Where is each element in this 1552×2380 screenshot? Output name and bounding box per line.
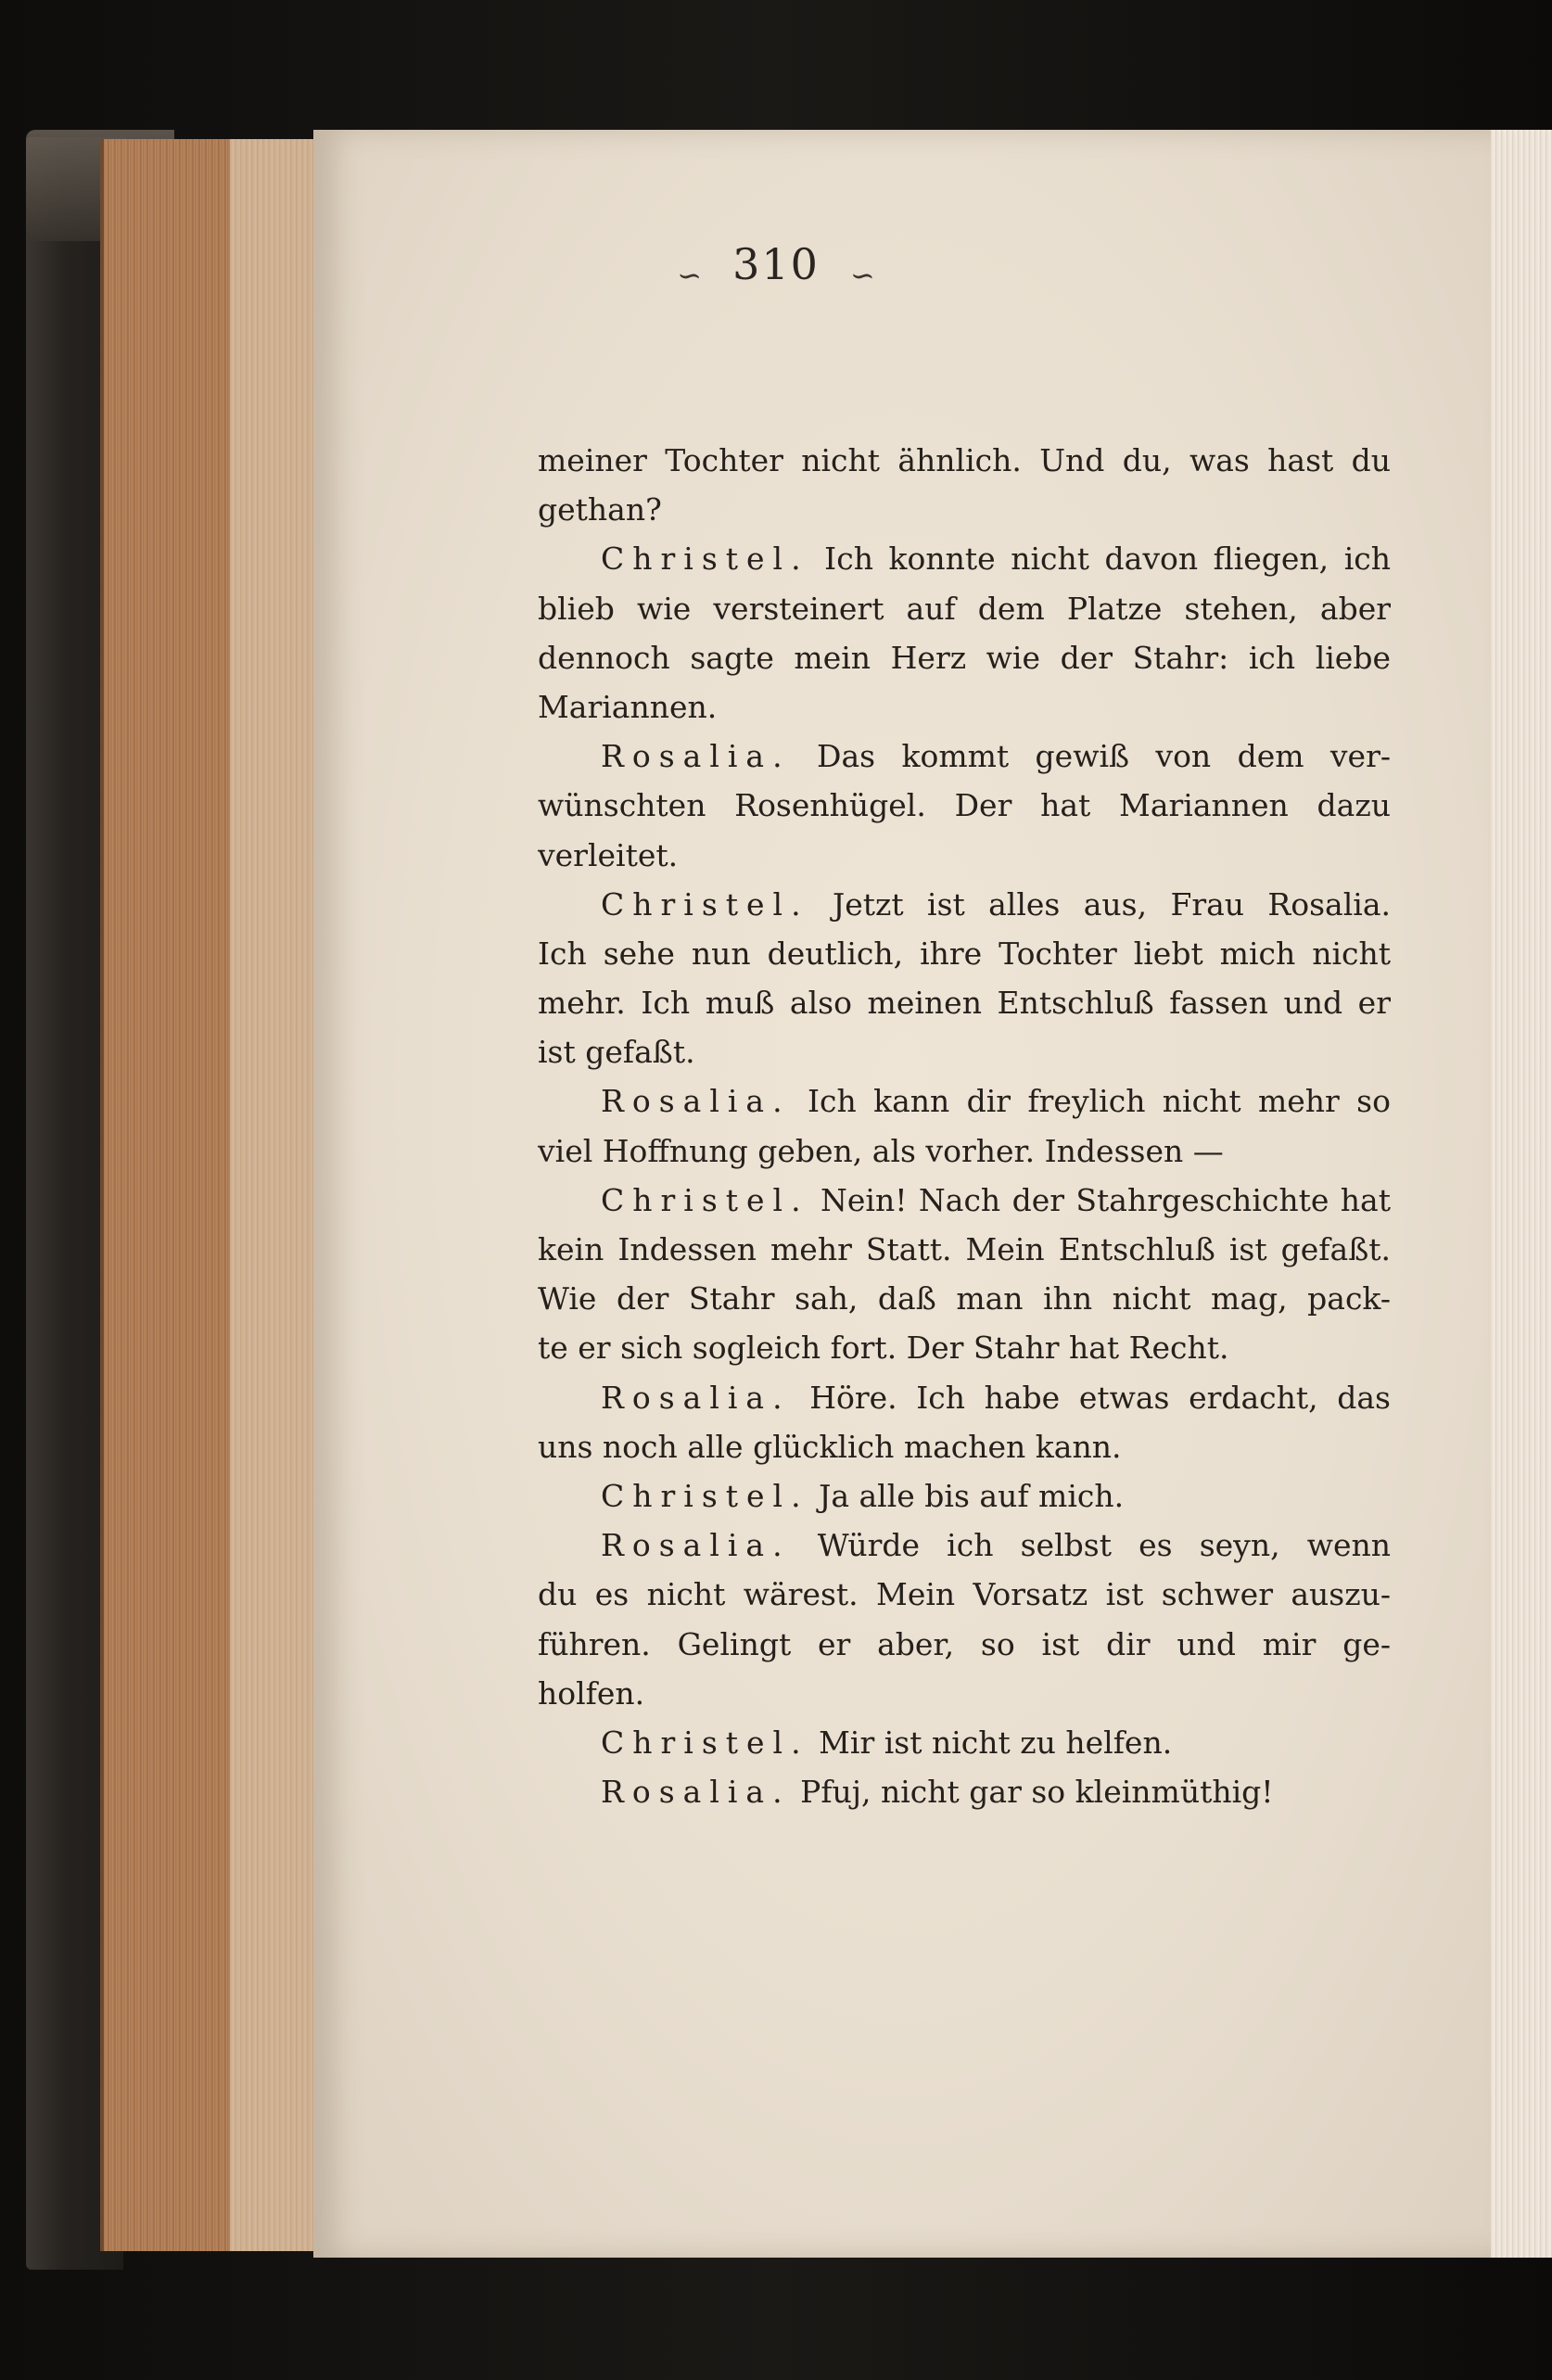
line-text: Nein! Nach der Stahrgeschichte hat bbox=[821, 1181, 1391, 1218]
line-text: Pfuj, nicht gar so kleinmüthig! bbox=[800, 1774, 1274, 1811]
line-text: Ich kann dir freylich nicht mehr so bbox=[807, 1083, 1391, 1120]
page-number: 310 bbox=[732, 239, 820, 289]
facing-page-edge bbox=[1491, 130, 1552, 2258]
text-line bbox=[538, 485, 1391, 534]
line-text: viel Hoffnung geben, als vorher. Indessen — bbox=[538, 1132, 1224, 1169]
text-line bbox=[538, 831, 1391, 880]
speaker-name: Rosalia. bbox=[601, 1379, 791, 1416]
text-line bbox=[538, 1027, 1391, 1076]
line-text: gethan? bbox=[538, 491, 662, 528]
text-line bbox=[538, 1225, 1391, 1274]
text-line bbox=[538, 1373, 1391, 1422]
text-line bbox=[538, 1620, 1391, 1669]
speaker-name: Christel. bbox=[601, 885, 809, 923]
text-line bbox=[538, 584, 1391, 633]
text-line bbox=[538, 1422, 1391, 1471]
line-text: meiner Tochter nicht ähnlich. Und du, was hast du bbox=[538, 442, 1391, 478]
line-text: Ich sehe nun deutlich, ihre Tochter liebt mich nicht bbox=[538, 935, 1391, 972]
line-text: Höre. Ich habe etwas erdacht, das bbox=[809, 1379, 1391, 1416]
line-text: Ja alle bis auf mich. bbox=[819, 1477, 1125, 1514]
line-text: du es nicht wärest. Mein Vorsatz ist schwer auszu- bbox=[538, 1576, 1391, 1613]
speaker-name: Christel. bbox=[601, 1477, 809, 1514]
text-line bbox=[538, 633, 1391, 682]
line-text: führen. Gelingt er aber, so ist dir und mir ge- bbox=[538, 1625, 1391, 1662]
speaker-name: Christel. bbox=[601, 541, 809, 578]
text-line bbox=[538, 978, 1391, 1027]
text-line bbox=[538, 1767, 1391, 1816]
line-text: Wie der Stahr sah, daß man ihn nicht mag, pack- bbox=[538, 1280, 1391, 1317]
speaker-name: Rosalia. bbox=[601, 1527, 791, 1564]
text-line bbox=[538, 1176, 1391, 1225]
line-text: Das kommt gewiß von dem ver- bbox=[817, 738, 1391, 775]
line-text: Würde ich selbst es seyn, wenn bbox=[817, 1527, 1391, 1564]
line-text: mehr. Ich muß also meinen Entschluß fassen und er bbox=[538, 985, 1391, 1022]
text-line bbox=[538, 781, 1391, 830]
line-text: blieb wie versteinert auf dem Platze stehen, aber bbox=[538, 590, 1391, 627]
left-ornament-icon: ∽ bbox=[677, 257, 702, 293]
speaker-name: Rosalia. bbox=[601, 1774, 791, 1811]
line-text: Ich konnte nicht davon fliegen, ich bbox=[824, 541, 1391, 578]
speaker-name: Rosalia. bbox=[601, 1083, 791, 1120]
line-text: te er sich sogleich fort. Der Stahr hat Recht. bbox=[538, 1330, 1229, 1367]
line-text: Mariannen. bbox=[538, 688, 718, 725]
text-line bbox=[538, 1274, 1391, 1323]
text-line bbox=[538, 929, 1391, 978]
text-line bbox=[538, 436, 1391, 485]
line-text: kein Indessen mehr Statt. Mein Entschluß ist gefaßt. bbox=[538, 1231, 1391, 1267]
line-text: Mir ist nicht zu helfen. bbox=[819, 1724, 1173, 1761]
page-text bbox=[538, 436, 1391, 1816]
text-line bbox=[538, 1471, 1391, 1521]
text-line bbox=[538, 1718, 1391, 1767]
line-text: verleitet. bbox=[538, 836, 679, 873]
text-line bbox=[538, 1570, 1391, 1619]
line-text: holfen. bbox=[538, 1674, 645, 1712]
line-text: Jetzt ist alles aus, Frau Rosalia. bbox=[832, 885, 1391, 923]
text-line bbox=[538, 880, 1391, 929]
text-line bbox=[538, 534, 1391, 583]
page-header bbox=[0, 239, 1552, 293]
page-block-inner-edges bbox=[230, 139, 313, 2251]
text-line bbox=[538, 1076, 1391, 1126]
text-line bbox=[538, 1521, 1391, 1570]
text-line bbox=[538, 1323, 1391, 1372]
speaker-name: Rosalia. bbox=[601, 738, 791, 775]
text-line bbox=[538, 1126, 1391, 1176]
line-text: uns noch alle glücklich machen kann. bbox=[538, 1428, 1122, 1465]
text-line bbox=[538, 1669, 1391, 1718]
line-text: dennoch sagte mein Herz wie der Stahr: ich liebe bbox=[538, 639, 1391, 676]
text-line bbox=[538, 682, 1391, 732]
line-text: ist gefaßt. bbox=[538, 1034, 695, 1071]
speaker-name: Christel. bbox=[601, 1724, 809, 1761]
speaker-name: Christel. bbox=[601, 1181, 809, 1218]
line-text: wünschten Rosenhügel. Der hat Mariannen dazu bbox=[538, 787, 1391, 824]
right-ornament-icon: ∽ bbox=[850, 257, 875, 293]
text-line bbox=[538, 732, 1391, 781]
